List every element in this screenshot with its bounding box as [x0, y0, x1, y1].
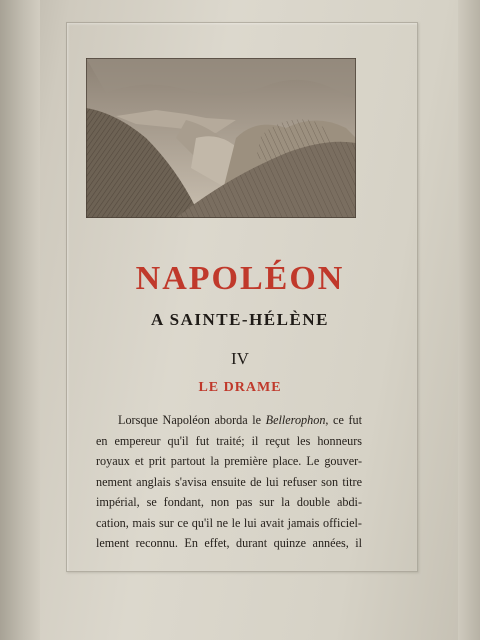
mountain-landscape-image [86, 58, 356, 218]
paragraph-line-5: impérial, se fondant, non pas sur la double abdi- [96, 495, 362, 509]
book-subtitle: A SAINTE-HÉLÈNE [151, 310, 329, 329]
paragraph-line-4: nement anglais s'avisa ensuite de lui refuser son titre [96, 474, 362, 489]
paragraph-line-1: Lorsque Napoléon aborda le Bellerophon, ce fut [118, 413, 362, 427]
paragraph-line-2: en empereur qu'il fut traité; il reçut les honneurs [96, 433, 362, 448]
chapter-title: LE DRAME [198, 380, 282, 395]
ship-name: Bellerophon [265, 413, 326, 427]
page-stack-edge [458, 0, 480, 640]
paragraph-line-6: cation, mais sur ce qu'il ne le lui avait jamais officiel- [96, 515, 362, 530]
paragraph-line-3: royaux et prit partout la première place. Le gouver- [96, 454, 362, 468]
previous-page-edge [0, 0, 40, 640]
chapter-number: IV [231, 349, 249, 368]
engraving-illustration [86, 58, 356, 218]
paragraph-line-7: lement reconnu. En effet, durant quinze années, il [96, 536, 362, 550]
book-title: NAPOLÉON [135, 260, 345, 297]
body-paragraph [96, 410, 362, 554]
